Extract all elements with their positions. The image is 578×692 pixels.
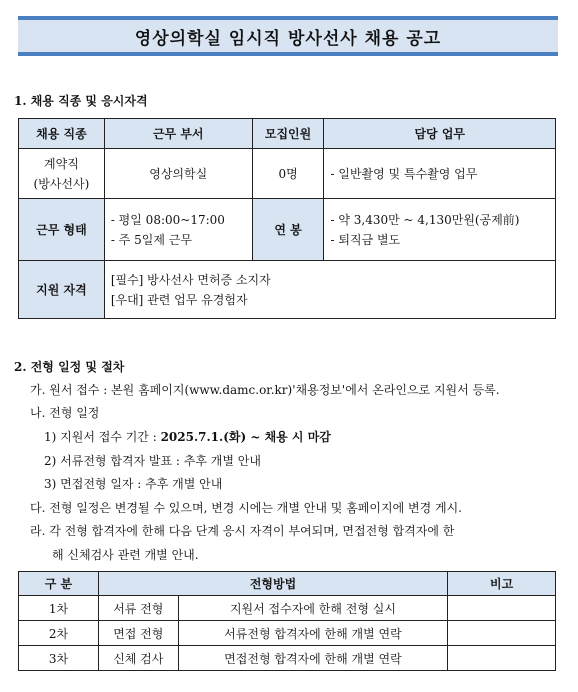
item-da: 다. 전형 일정은 변경될 수 있으며, 변경 시에는 개별 안내 및 홈페이지에 변경 게시. [30,501,462,515]
header-duty: 담당 업무 [324,119,556,149]
header-count: 모집인원 [252,119,324,149]
job-type-cell [19,149,105,199]
recruitment-table-header [19,119,556,149]
method-cell: 면접 전형 [98,621,178,646]
table-row [19,199,556,261]
header-job: 채용 직종 [19,119,105,149]
qualification-preferred: [우대] 관련 업무 유경험자 [110,292,248,307]
table-row [19,646,556,671]
count-cell: 0명 [252,149,324,199]
method-cell: 신체 검사 [98,646,178,671]
item-ga: 가. 원서 접수 : 본원 홈페이지(www.damc.or.kr)'채용정보'에서 온라인으로 지원서 등록. [30,383,500,397]
qualification-label: 지원 자격 [19,261,105,319]
note-cell [448,621,556,646]
page-title [18,16,558,56]
schedule-step-1 [44,428,331,445]
item-ra-line2: 해 신체검사 관련 개별 안내. [52,548,199,562]
duty-cell: - 일반촬영 및 특수촬영 업무 [324,149,556,199]
item-na: 나. 전형 일정 [30,406,100,420]
selection-process-table [18,571,556,671]
table-row [19,149,556,199]
stage-cell: 2차 [19,621,99,646]
table-row [19,261,556,319]
job-type-line1: 계약직 [44,156,79,171]
header-note: 비고 [448,572,556,596]
header-dept: 근무 부서 [104,119,252,149]
note-cell [448,646,556,671]
salary-range: - 약 3,430만 ~ 4,130만원(공제前) [330,212,520,227]
work-days: - 주 5일제 근무 [110,232,192,247]
header-method: 전형방법 [98,572,447,596]
job-type-line2: (방사선사) [33,176,90,191]
salary-cell [324,199,556,261]
application-period: 2025.7.1.(화) ~ 채용 시 마감 [160,430,331,444]
method-desc-cell: 서류전형 합격자에 한해 개별 연락 [178,621,447,646]
method-desc-cell: 지원서 접수자에 한해 전형 실시 [178,596,447,621]
qualification-required: [필수] 방사선사 면허증 소지자 [110,272,271,287]
work-type-label: 근무 형태 [19,199,105,261]
section-2-heading: 2. 전형 일정 및 절차 [14,360,125,374]
page-title-text: 영상의학실 임시직 방사선사 채용 공고 [134,28,442,49]
selection-table-header [19,572,556,596]
item-ra-line1: 라. 각 전형 합격자에 한해 다음 단계 응시 자격이 부여되며, 면접전형 합격자에 한 [30,524,455,538]
dept-cell: 영상의학실 [104,149,252,199]
work-hours: - 평일 08:00~17:00 [110,212,225,227]
qualification-cell [104,261,555,319]
header-stage: 구 분 [19,572,99,596]
method-desc-cell: 면접전형 합격자에 한해 개별 연락 [178,646,447,671]
stage-cell: 1차 [19,596,99,621]
method-cell: 서류 전형 [98,596,178,621]
schedule-step-3: 3) 면접전형 일자 : 추후 개별 안내 [44,477,223,491]
table-row [19,621,556,646]
severance-note: - 퇴직금 별도 [330,232,401,247]
table-row [19,596,556,621]
recruitment-table [18,118,556,319]
section-1-heading: 1. 채용 직종 및 응시자격 [14,94,148,108]
work-type-cell [104,199,252,261]
salary-label: 연 봉 [252,199,324,261]
schedule-step-2: 2) 서류전형 합격자 발표 : 추후 개별 안내 [44,454,261,468]
note-cell [448,596,556,621]
schedule-step-1-label: 1) 지원서 접수 기간 : [44,430,161,444]
stage-cell: 3차 [19,646,99,671]
